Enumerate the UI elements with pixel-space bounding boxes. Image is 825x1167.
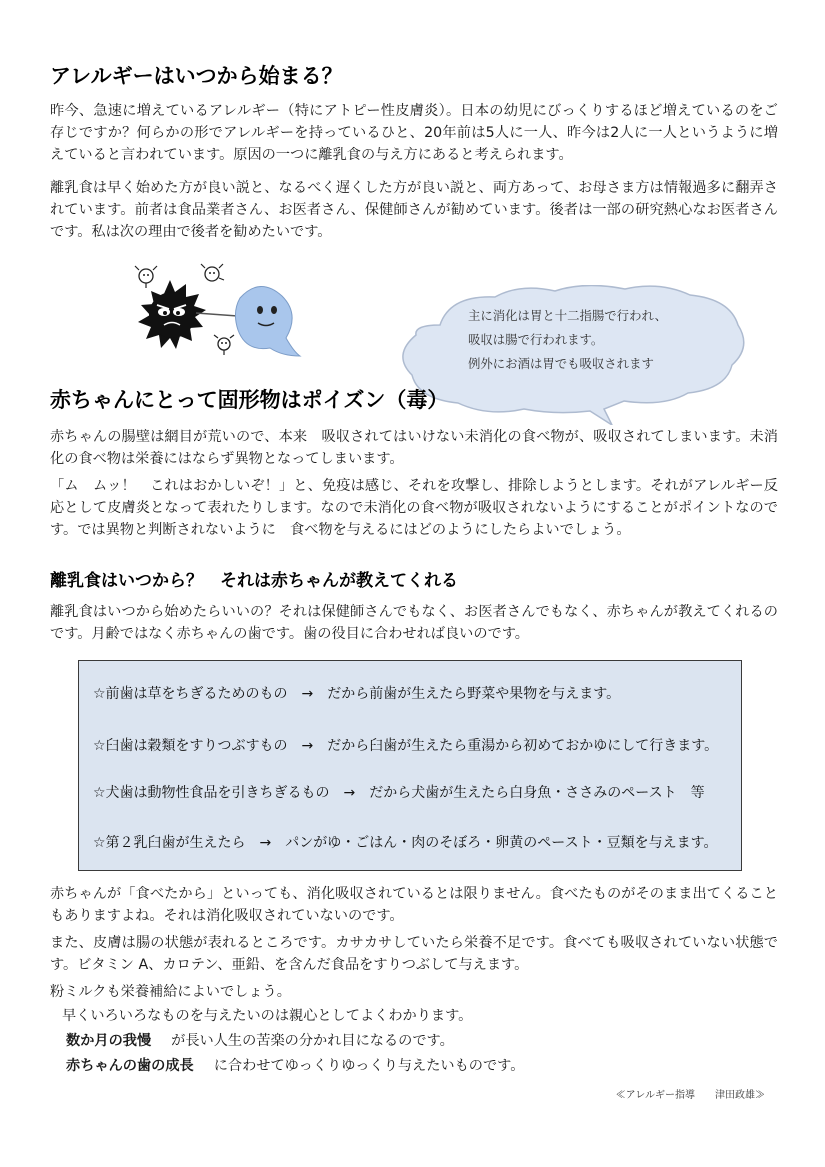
cloud-line: 主に消化は胃と十二指腸で行われ、 [468,308,667,323]
emphasis-text: 数か月の我慢 [66,1033,152,1049]
line-patience [66,1030,454,1052]
small-microbe-icon [201,264,224,281]
paragraph-baby-teeth: 離乳食はいつから始めたらいいの？それは保健師さんでもなく、お医者さんでもなく、赤ちゃんが教えてくれるのです。月齢ではなく赤ちゃんの歯です。歯の役目に合わせれば良いのです。 [50,604,778,642]
line-text: が長い人生の苦楽の分かれ目になるのです。 [171,1033,454,1049]
cloud-line: 例外にお酒は胃でも吸収されます [468,356,654,371]
paragraph-immune-reaction: 「ム ムッ！ これはおかしいぞ！」と、免疫は感じ、それを攻撃し、排除しようとします。それがアレルギー反応として皮膚炎となって表れたりします。なので未消化の食べ物が吸収されないようにすることがポイントなのです。では異物と判断されないように 食べ物を与えるにはどのようにしたらよいでしょう。 [50,478,778,538]
small-microbe-icon [214,335,234,355]
line-formula-milk: 粉ミルクも栄養補給によいでしょう。 [50,984,291,1000]
heading-solid-food-poison: 赤ちゃんにとって固形物はポイズン（毒） [50,388,449,412]
teeth-item-canine: ☆犬歯は動物性食品を引きちぎるもの → だから犬歯が生えたら白身魚・ささみのペースト 等 [93,785,705,801]
author-signature: ≪アレルギー指導 津田政雄≫ [615,1090,765,1101]
paragraph-intro: 昨今、急速に増えているアレルギー（特にアトピー性皮膚炎）。日本の幼児にびっくりするほど増えているのをご存じですか？何らかの形でアレルギーを持っているひと、20年前は5人に一人、昨今は2人に一人というように増えていると言われています。原因の一つに離乳食の与え方にあると考えられます。 [50,103,778,163]
teeth-item-front: ☆前歯は草をちぎるためのもの → だから前歯が生えたら野菜や果物を与えます。 [93,686,621,702]
paragraph-skin: また、皮膚は腸の状態が表れるところです。カサカサしていたら栄養不足です。食べても吸収されていない状態です。ビタミン A、カロテン、亜鉛、を含んだ食品をすりつぶして与えます。 [50,935,778,973]
cloud-text [468,304,667,376]
cloud-line: 吸収は腸で行われます。 [468,332,604,347]
bubble-character-icon [235,286,300,356]
paragraph-weaning-theories: 離乳食は早く始めた方が良い説と、なるべく遅くした方が良い説と、両方あって、お母さま方は情報過多に翻弄されています。前者は食品業者さん、お医者さん、保健師さんが勧めています。後者は一部の研究熱心なお医者さんです。私は次の理由で後者を勧めたいです。 [50,180,778,240]
germ-illustration [108,258,328,373]
paragraph-intestinal-wall: 赤ちゃんの腸壁は網目が荒いので、本来 吸収されてはいけない未消化の食べ物が、吸収されてしまいます。未消化の食べ物は栄養にはならず異物となってしまいます。 [50,429,778,467]
teeth-guide-box [78,660,742,871]
teeth-item-second-molar: ☆第２乳臼歯が生えたら → パンがゆ・ごはん・肉のそぼろ・卵黄のペースト・豆類を与えます。 [93,835,718,851]
heading-allergy-start: アレルギーはいつから始まる？ [50,64,343,88]
line-teeth-growth [66,1055,524,1077]
teeth-item-molar: ☆臼歯は穀類をすりつぶすもの → だから臼歯が生えたら重湯から初めておかゆにして行きます。 [93,738,719,754]
line-parents-heart: 早くいろいろなものを与えたいのは親心としてよくわかります。 [62,1008,473,1024]
heading-when-to-start: 離乳食はいつから？ それは赤ちゃんが教えてくれる [50,571,458,591]
spiky-germ-icon [138,280,206,349]
paragraph-digestion: 赤ちゃんが「食べたから」といっても、消化吸収されているとは限りません。食べたものがそのまま出てくることもありますよね。それは消化吸収されていないのです。 [50,886,778,924]
small-microbe-icon [135,266,157,288]
line-text: に合わせてゆっくりゆっくり与えたいものです。 [213,1058,525,1074]
emphasis-text: 赤ちゃんの歯の成長 [66,1058,194,1074]
